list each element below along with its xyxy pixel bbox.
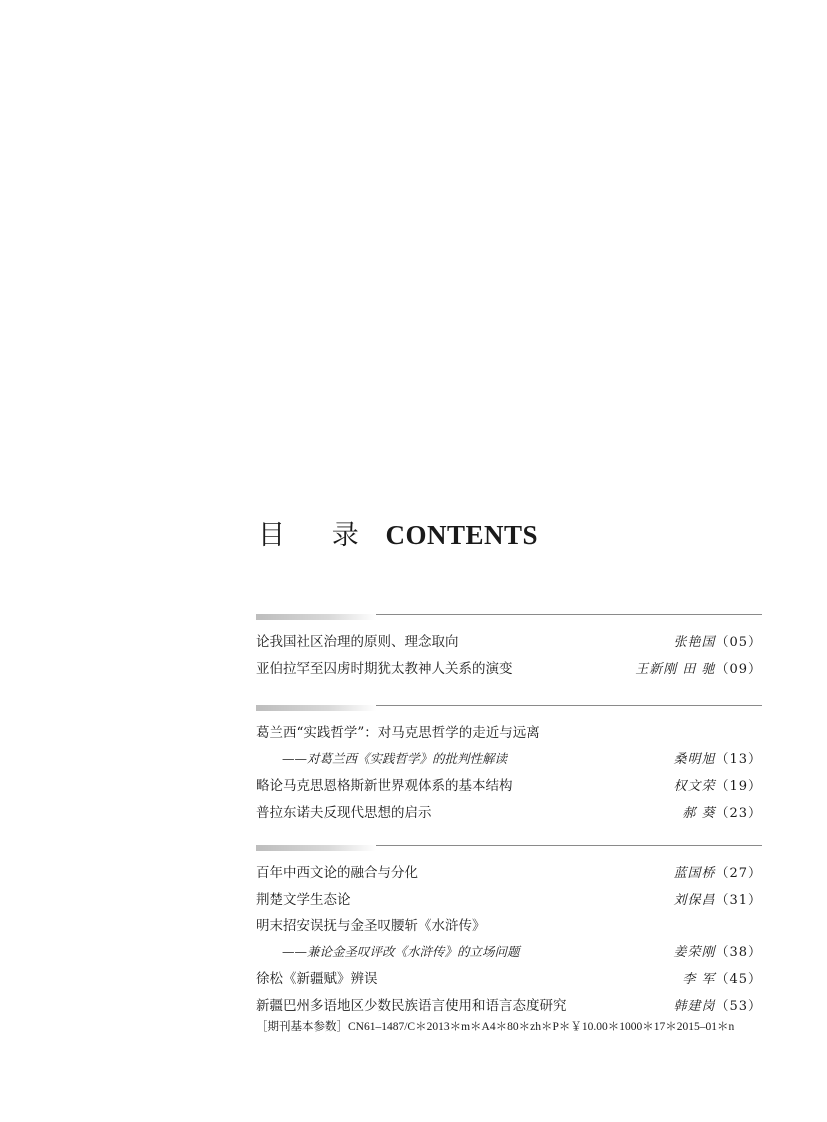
entry-author-page bbox=[673, 941, 762, 960]
divider-bar bbox=[256, 705, 376, 711]
entry-page: （38） bbox=[715, 944, 762, 960]
toc-entry[interactable] bbox=[256, 721, 762, 748]
entry-author: 王新刚 田 驰 bbox=[635, 661, 716, 677]
entry-page: （09） bbox=[715, 661, 762, 677]
toc-entry[interactable] bbox=[256, 967, 762, 994]
divider-bar bbox=[256, 845, 376, 851]
toc-section-3 bbox=[256, 845, 762, 1020]
entry-title: 徐松《新疆赋》辨误 bbox=[256, 971, 378, 987]
entry-page: （19） bbox=[715, 779, 762, 794]
entry-title: 荆楚文学生态论 bbox=[256, 891, 351, 908]
entry-author: 郝 葵 bbox=[682, 805, 716, 821]
entry-author-page bbox=[673, 995, 762, 1014]
entry-author-page bbox=[682, 802, 762, 821]
entry-page: （05） bbox=[715, 635, 762, 650]
entry-title: 新疆巴州多语地区少数民族语言使用和语言态度研究 bbox=[256, 997, 567, 1014]
toc-entry[interactable] bbox=[256, 888, 762, 915]
toc-subtitle-row[interactable] bbox=[256, 748, 762, 775]
title-en: CONTENTS bbox=[385, 520, 539, 550]
toc-entry[interactable] bbox=[256, 774, 762, 801]
toc-entry[interactable] bbox=[256, 914, 762, 941]
entry-author: 张艳国 bbox=[673, 635, 716, 650]
entry-author: 李 军 bbox=[682, 972, 716, 987]
toc-entry[interactable] bbox=[256, 994, 762, 1021]
entry-title: 亚伯拉罕至囚虏时期犹太教神人关系的演变 bbox=[256, 660, 513, 677]
entry-title: 普拉东诺夫反现代思想的启示 bbox=[256, 804, 432, 821]
toc-section-1 bbox=[256, 614, 762, 683]
toc-entry[interactable] bbox=[256, 657, 762, 684]
entry-author: 刘保昌 bbox=[673, 892, 716, 908]
section-divider bbox=[256, 705, 762, 711]
entry-page: （13） bbox=[715, 751, 762, 767]
entry-title: 百年中西文论的融合与分化 bbox=[256, 865, 418, 881]
entry-title: ——对葛兰西《实践哲学》的批判性解读 bbox=[282, 750, 508, 766]
entry-author: 桑明旭 bbox=[673, 751, 716, 767]
entry-author: 蓝国桥 bbox=[673, 866, 716, 881]
entry-author: 权文荣 bbox=[673, 779, 716, 794]
entry-author-page bbox=[682, 968, 762, 987]
page-title bbox=[258, 513, 538, 552]
entry-page: （53） bbox=[715, 998, 762, 1014]
toc-entry[interactable] bbox=[256, 630, 762, 657]
section-divider bbox=[256, 614, 762, 620]
entry-author-page bbox=[635, 658, 762, 677]
entry-title: ——兼论金圣叹评改《水浒传》的立场问题 bbox=[282, 943, 520, 959]
entry-title: 葛兰西“实践哲学”：对马克思哲学的走近与远离 bbox=[256, 725, 540, 741]
title-cn: 目 录 bbox=[258, 520, 379, 550]
entry-page: （31） bbox=[715, 892, 762, 908]
entry-author-page bbox=[673, 862, 762, 881]
journal-parameters: ［期刊基本参数］CN61–1487/C＊2013＊m＊A4＊80＊zh＊P＊￥10.00＊1000＊17＊2015–01＊n bbox=[256, 1021, 735, 1033]
entry-author: 韩建岗 bbox=[673, 998, 716, 1014]
toc-entry[interactable] bbox=[256, 801, 762, 828]
entry-author-page bbox=[673, 775, 762, 794]
entry-title: 略论马克思恩格斯新世界观体系的基本结构 bbox=[256, 778, 513, 794]
entry-page: （27） bbox=[715, 866, 762, 881]
toc-section-2 bbox=[256, 705, 762, 827]
entry-author-page bbox=[673, 631, 762, 650]
entry-author: 姜荣刚 bbox=[673, 944, 716, 960]
entry-author-page bbox=[673, 748, 762, 767]
toc-entry[interactable] bbox=[256, 861, 762, 888]
toc-subtitle-row[interactable] bbox=[256, 941, 762, 968]
entry-title: 明末招安误抚与金圣叹腰斩《水浒传》 bbox=[256, 918, 486, 934]
entry-title: 论我国社区治理的原则、理念取向 bbox=[256, 634, 459, 650]
section-divider bbox=[256, 845, 762, 851]
divider-bar bbox=[256, 614, 376, 620]
entry-author-page bbox=[673, 889, 762, 908]
entry-page: （23） bbox=[715, 805, 762, 821]
entry-page: （45） bbox=[715, 972, 762, 987]
